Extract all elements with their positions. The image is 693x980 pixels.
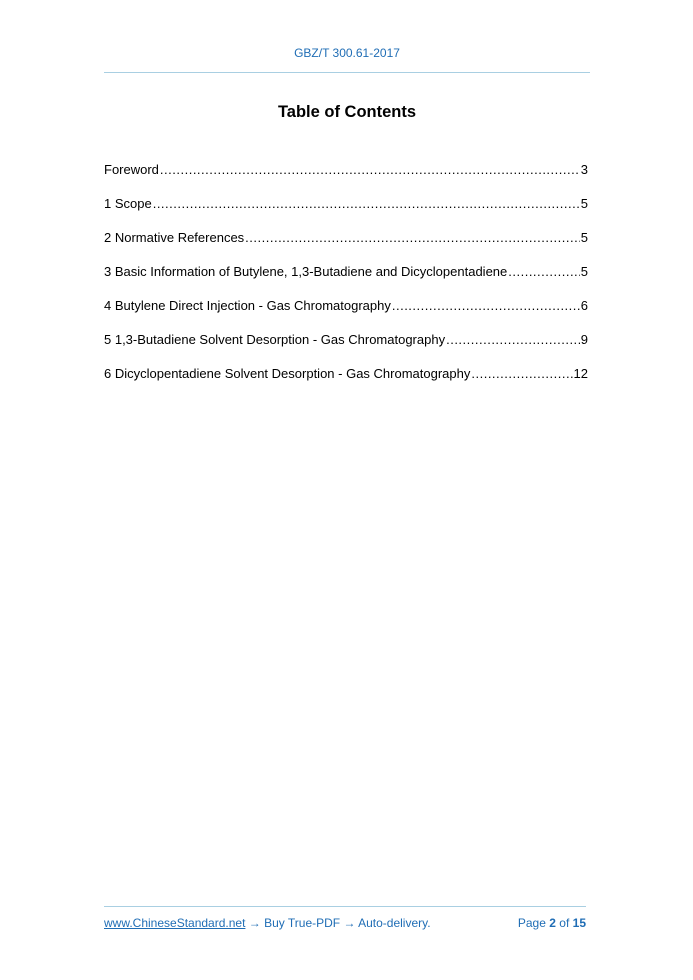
footer-promo bbox=[104, 916, 431, 930]
toc-page-number: 9 bbox=[580, 332, 588, 347]
toc-page-number: 5 bbox=[580, 230, 588, 245]
toc-page-number: 12 bbox=[573, 366, 588, 381]
toc-entry-normative-references[interactable] bbox=[104, 228, 588, 262]
toc-dot-leader bbox=[392, 296, 580, 316]
toc-page-number: 3 bbox=[580, 162, 588, 177]
toc-entry-label: 5 1,3-Butadiene Solvent Desorption - Gas Chromatography bbox=[104, 332, 446, 347]
toc-dot-leader bbox=[508, 262, 580, 282]
toc-entry-dicyclopentadiene-solvent-desorption[interactable] bbox=[104, 364, 588, 398]
toc-dot-leader bbox=[471, 364, 572, 384]
page-title: Table of Contents bbox=[277, 103, 417, 121]
toc-entry-label: 4 Butylene Direct Injection - Gas Chromatography bbox=[104, 298, 391, 313]
toc-entry-label: Foreword bbox=[104, 162, 159, 177]
footer-divider bbox=[104, 906, 586, 907]
toc-entry-label: 3 Basic Information of Butylene, 1,3-Butadiene and Dicyclopentadiene bbox=[104, 264, 508, 279]
toc-entry-label: 6 Dicyclopentadiene Solvent Desorption - Gas Chromatography bbox=[104, 366, 471, 381]
toc-page-number: 5 bbox=[580, 196, 588, 211]
toc-dot-leader bbox=[153, 194, 580, 214]
page-indicator bbox=[518, 916, 586, 930]
header-divider bbox=[104, 72, 590, 73]
footer-promo-text: → Buy True-PDF → Auto-delivery. bbox=[245, 916, 431, 930]
total-page-count: 15 bbox=[572, 916, 586, 930]
toc-entry-butylene-direct-injection[interactable] bbox=[104, 296, 588, 330]
current-page-number: 2 bbox=[549, 916, 556, 930]
document-code-header: GBZ/T 300.61-2017 bbox=[294, 46, 400, 60]
toc-entry-label: 1 Scope bbox=[104, 196, 152, 211]
page-of-word: of bbox=[559, 916, 570, 930]
toc-entry-scope[interactable] bbox=[104, 194, 588, 228]
toc-entry-basic-information[interactable] bbox=[104, 262, 588, 296]
toc-entry-label: 2 Normative References bbox=[104, 230, 245, 245]
table-of-contents bbox=[104, 160, 588, 398]
website-link[interactable]: www.ChineseStandard.net bbox=[104, 916, 246, 930]
toc-dot-leader bbox=[160, 160, 580, 180]
page-word: Page bbox=[517, 916, 546, 930]
toc-page-number: 5 bbox=[580, 264, 588, 279]
toc-entry-foreword[interactable] bbox=[104, 160, 588, 194]
toc-dot-leader bbox=[245, 228, 580, 248]
toc-entry-butadiene-solvent-desorption[interactable] bbox=[104, 330, 588, 364]
toc-dot-leader bbox=[446, 330, 580, 350]
toc-page-number: 6 bbox=[580, 298, 588, 313]
